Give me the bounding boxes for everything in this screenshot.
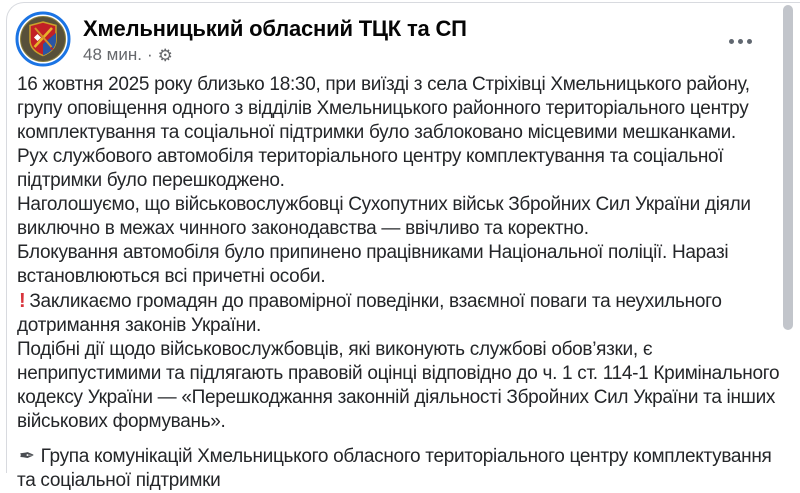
post-paragraph: Наголошуємо, що військовослужбовці Сухопутних військ Збройних Сил України діяли виключно в межах чинного законодавства — ввічливо та коректно.	[17, 194, 751, 239]
post-paragraph: Блокування автомобіля було припинено працівниками Національної поліції. Наразі встановлюються всі причетні особи.	[17, 242, 729, 287]
post-signature: ✒ Група комунікацій Хмельницького обласного територіального центру комплектування та соціальної підтримки	[17, 446, 772, 491]
post-paragraph: Подібні дії щодо військовослужбовців, які виконують службові обов’язки, є неприпустимими та підлягають правовій оцінці відповідно до ч. 1 ст. 114-1 Кримінального кодексу України — «Перешкоджання законній діяльності Збройних Сил України та інших військових формувань».	[17, 339, 780, 432]
post-paragraph: 16 жовтня 2025 року близько 18:30, при виїзді з села Стріхівці Хмельницького району, групу оповіщення одного з відділів Хмельницького районного територіального центру комплектування та соціальної підтримки було заблоковано місцевими мешканками.	[17, 74, 750, 143]
military-emblem-icon	[15, 11, 71, 67]
ellipsis-dot	[747, 39, 752, 44]
post-meta	[83, 45, 467, 65]
page-avatar[interactable]	[15, 11, 71, 67]
post-card	[6, 2, 800, 491]
post-paragraph: Рух службового автомобіля територіального центру комплектування та соціальної підтримки було перешкоджено.	[17, 146, 724, 191]
privacy-gear-icon: ⚙	[157, 45, 173, 65]
post-header	[7, 3, 800, 69]
red-exclamation-icon: !	[19, 290, 26, 312]
meta-separator: ·	[146, 45, 153, 65]
post-text	[7, 69, 800, 493]
ellipsis-dot	[729, 39, 734, 44]
pen-icon: ✒	[19, 446, 35, 467]
page-name[interactable]: Хмельницький обласний ТЦК та СП	[83, 16, 467, 41]
timestamp[interactable]: 48 мин.	[83, 45, 142, 65]
scrollbar-thumb[interactable]	[783, 5, 793, 330]
ellipsis-dot	[738, 39, 743, 44]
post-paragraph: ! Закликаємо громадян до правомірної поведінки, взаємної поваги та неухильного дотримання законів України.	[17, 290, 722, 336]
more-options-button[interactable]	[725, 35, 756, 48]
header-text-block	[83, 11, 467, 65]
